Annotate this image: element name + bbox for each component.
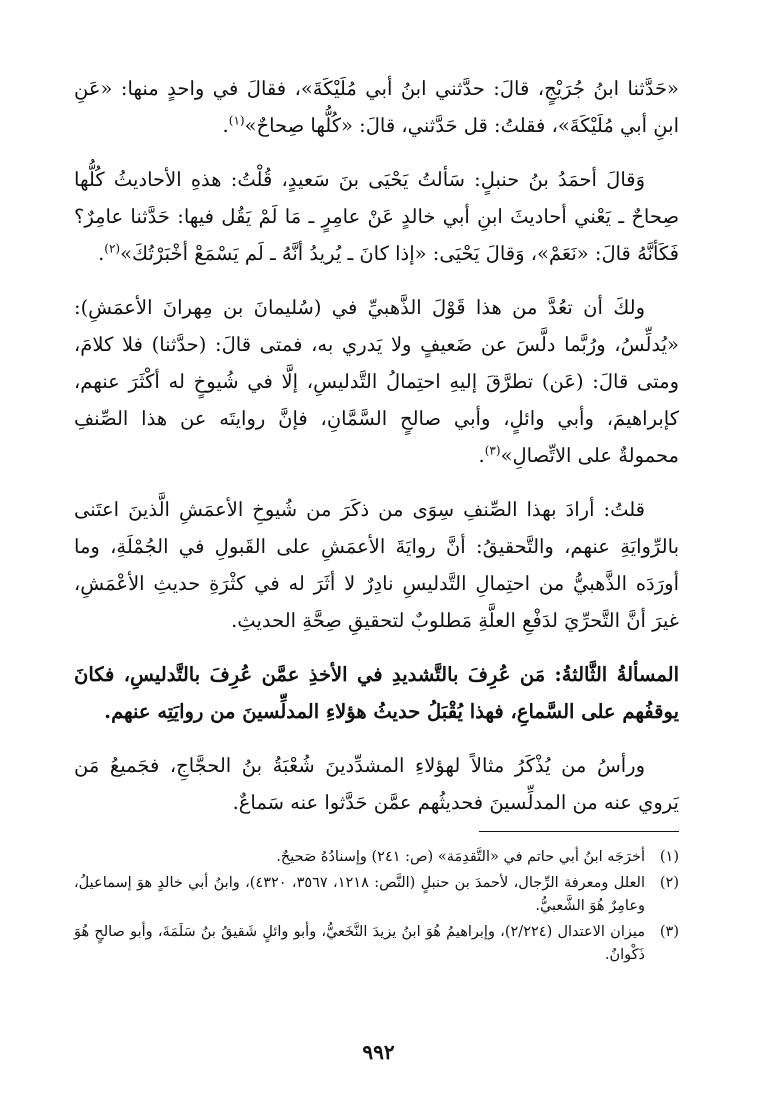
paragraph-2-end: . bbox=[98, 242, 105, 265]
paragraph-6-text: ورأسُ من يُذْكَرُ مثالاً لهؤلاءِ المشدِّدينَ شُعْبَةُ بنُ الحجَّاجِ، فجَميعُ مَن يَروي عنه من المدلِّسينَ فحديثُهم عمَّن حَدَّثوا عنه سَماعٌ. bbox=[74, 754, 679, 814]
page-number: ٩٩٢ bbox=[362, 1040, 395, 1064]
footnote-2 bbox=[74, 872, 679, 918]
footnote-3-text: ميزان الاعتدال (٢/٢٢٤)، وإبراهيمُ هُوَ ابنُ يزيدَ النَّخَعيُّ، وأبو وائلٍ شَقيقُ بنُ سَلَمَةَ، وأبو صالحٍ هُوَ ذَكْوانُ. bbox=[74, 924, 645, 963]
paragraph-1 bbox=[74, 70, 679, 144]
footnotes bbox=[74, 846, 679, 970]
paragraph-5-text: المسألةُ الثَّالثةُ: مَن عُرِفَ بالتَّشديدِ في الأخذِ عمَّن عُرِفَ بالتَّدليسِ، فكانَ يوقفُهم على السَّماعِ، فهذا يُقْبَلُ حديثُ هؤلاءِ المدلِّسينَ من روايَتِه عنهم. bbox=[74, 663, 679, 723]
paragraph-3-text: ولكَ أن تعُدَّ من هذا قَوْلَ الذَّهبيِّ في (سُليمانَ بن مِهرانَ الأعمَشِ): «يُدلِّسُ، ورُبَّما دلَّسَ عن ضَعيفٍ ولا يَدري به، فمتى قالَ: (حدَّثنا) فلا كلامَ، ومتى قالَ: (عَن) تطرَّقَ إليهِ احتِمالُ التَّدليسِ، إلَّا في شُيوخٍ له أكْثَرَ عنهم، كإبراهيمَ، وأبي وائلٍ، وأبي صالحٍ السَّمَّانِ، فإنَّ روايتَه عن هذا الصِّنفِ محمولةٌ على الاتِّصالِ» bbox=[74, 296, 679, 467]
footnote-separator bbox=[479, 831, 679, 832]
paragraph-1-text: «حَدَّثنا ابنُ جُرَيْجٍ، قالَ: حدَّثني ابنُ أبي مُلَيْكَةَ»، فقالَ في واحدٍ منها: «عَنِ ابنِ أبي مُلَيْكَةَ»، فقلتُ: قل حَدَّثني، قالَ: «كُلُّها صِحاحٌ» bbox=[74, 77, 679, 137]
footnote-1-text: أخرَجَه ابنُ أبي حاتم في «التَّقدِمَة» (ص: ٢٤١) وإسنادُهُ صَحيحٌ. bbox=[276, 849, 645, 865]
paragraph-4-text: قلتُ: أرادَ بهذا الصِّنفِ سِوَى من ذكَرَ من شُيوخِ الأعمَشِ الَّذينَ اعتَنى بالرِّوايَةِ عنهم، والتَّحقيقُ: أنَّ روايَةَ الأعمَشِ على القَبولِ في الجُمْلَةِ، وما أورَدَه الذَّهبيُّ من احتِمالِ التَّدليسِ نادِرٌ لا أثَرَ له في كثْرَةِ حديثِ الأعْمَشِ، غيرَ أنَّ التَّحرِّيَ لدَفْعِ العلَّةِ مَطلوبٌ لتحقيقِ صِحَّةِ الحديثِ. bbox=[74, 498, 679, 632]
footnote-3 bbox=[74, 921, 679, 967]
paragraph-1-end: . bbox=[222, 114, 229, 137]
footnote-2-number: (٢) bbox=[659, 875, 679, 891]
footnote-ref-2[interactable]: (٢) bbox=[104, 241, 121, 256]
footnote-ref-1[interactable]: (١) bbox=[228, 113, 245, 128]
paragraph-6 bbox=[74, 747, 679, 821]
paragraph-5-heading bbox=[74, 656, 679, 730]
paragraph-4 bbox=[74, 491, 679, 639]
paragraph-2-text: وَقالَ أحمَدُ بنُ حنبلٍ: سَألتُ يَحْيَى بنَ سَعيدٍ، قُلْتُ: هذهِ الأحاديثُ كُلُّها صِحاحٌ ـ يَعْني أحاديثَ ابنِ أبي خالدٍ عَنْ عامِرٍ ـ مَا لَمْ يَقُل فيها: حَدَّثنا عامِرٌ؟ فَكَأنَّهُ قالَ: «نَعَمْ»، وَقالَ يَحْيَى: «إذا كانَ ـ يُريدُ أنَّهُ ـ لَم يَسْمَعْ أخْبَرْتُكَ» bbox=[74, 168, 679, 265]
paragraph-2 bbox=[74, 161, 679, 272]
footnote-ref-3[interactable]: (٣) bbox=[484, 443, 501, 458]
paragraph-3-end: . bbox=[478, 444, 485, 467]
footnote-1 bbox=[74, 846, 679, 869]
footnote-3-number: (٣) bbox=[659, 924, 679, 940]
footnote-2-text: العلل ومعرفة الرِّجال، لأحمدَ بن حنبلٍ (النَّص: ١٢١٨، ٣٥٦٧، ٤٣٢٠)، وابنُ أبي خالدٍ هوَ إسماعيلُ، وعامِرٌ هُوَ الشَّعبيُّ. bbox=[74, 875, 645, 914]
paragraph-3 bbox=[74, 289, 679, 474]
footnote-1-number: (١) bbox=[659, 849, 679, 865]
main-text bbox=[74, 70, 679, 838]
